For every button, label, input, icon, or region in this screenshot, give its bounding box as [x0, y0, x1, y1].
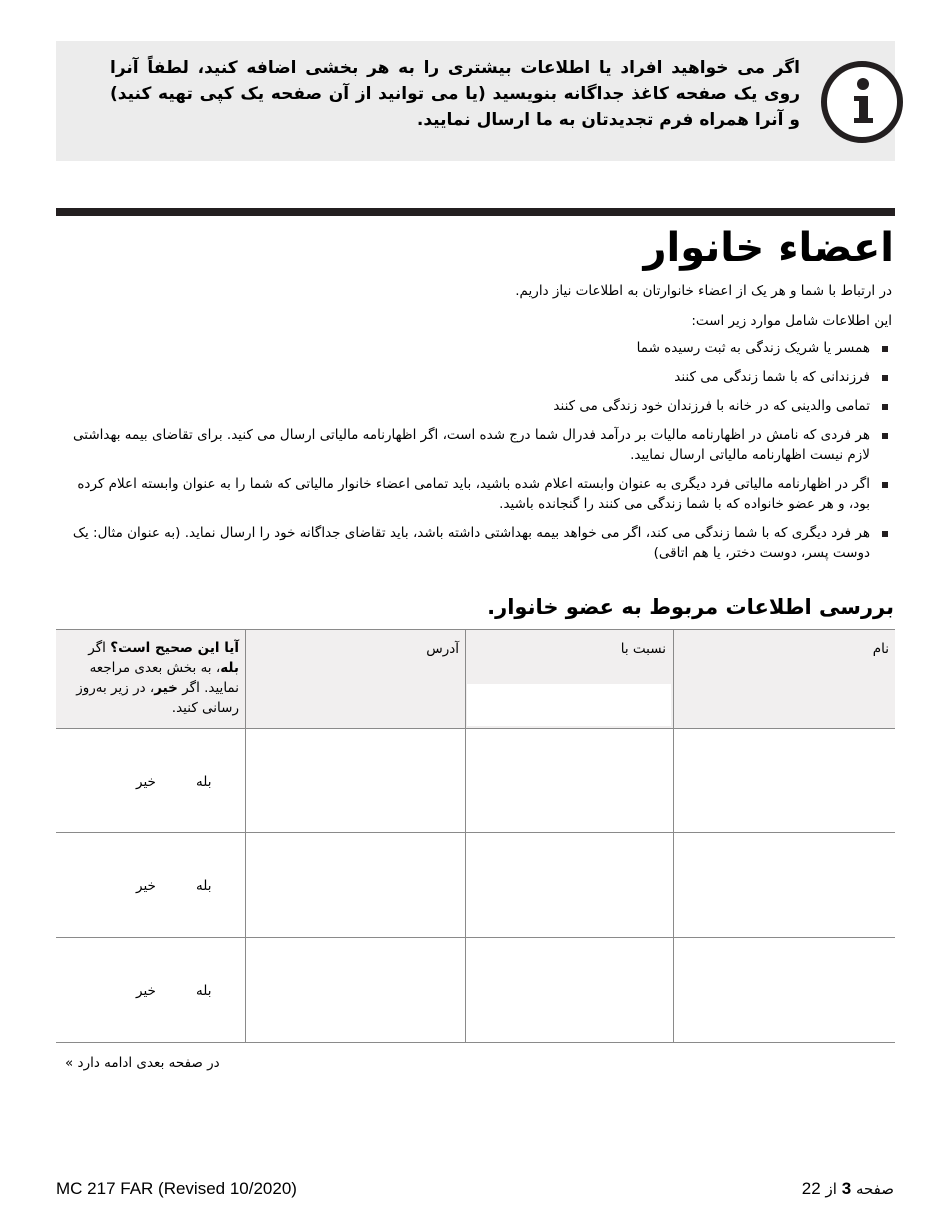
page-of: از	[825, 1180, 837, 1198]
page-word: صفحه	[855, 1180, 894, 1198]
no-option[interactable]: خیر	[136, 774, 156, 790]
page-title: اعضاء خانوار	[643, 225, 894, 271]
page-number	[802, 1178, 894, 1200]
header-relation: نسبت با	[620, 641, 666, 657]
household-table	[56, 629, 895, 1043]
title-rule	[56, 208, 895, 216]
relation-input-box[interactable]	[467, 684, 671, 726]
info-text: اگر می خواهید افراد یا اطلاعات بیشتری را به هر بخشی اضافه کنید، لطفاً آنرا روی یک صفحه کاغذ جداگانه بنویسید (یا می توانید از آن صفحه یک کپی تهیه کنید) و آنرا همراه فرم تجدیدتان به ما ارسال نمایید.	[110, 58, 800, 130]
yes-option[interactable]: بله	[196, 878, 212, 894]
header-address: آدرس	[426, 641, 459, 657]
yes-option[interactable]: بله	[196, 983, 212, 999]
intro-line-1: در ارتباط با شما و هر یک از اعضاء خانوارتان به اطلاعات نیاز داریم.	[515, 283, 892, 299]
column-divider	[673, 630, 674, 1042]
no-option[interactable]: خیر	[136, 983, 156, 999]
list-item: هر فرد دیگری که با شما زندگی می کند، اگر می خواهد بیمه بهداشتی داشته باشد، باید تقاضای جداگانه خود را ارسال نماید. (به عنوان مثال: یک دوست پسر، دوست دختر، یا هم اتاقی)	[62, 523, 892, 563]
list-item: هر فردی که نامش در اظهارنامه مالیات بر درآمد فدرال شما درج شده است، اگر اظهارنامه مالیاتی ارسال می کنید. برای تقاضای بیمه بهداشتی لازم نیست اظهارنامه مالیاتی ارسال نمایید.	[62, 425, 892, 465]
row-divider	[56, 832, 895, 833]
info-icon	[820, 60, 904, 144]
header-correct-suffix: ، در زیر به‌روز رسانی کنید.	[76, 680, 239, 716]
section-heading: بررسی اطلاعات مربوط به عضو خانوار.	[487, 595, 894, 619]
header-correct-yes: بله	[220, 660, 239, 676]
list-item: فرزندانی که با شما زندگی می کنند	[62, 367, 892, 387]
form-id: MC 217 FAR (Revised 10/2020)	[56, 1179, 297, 1198]
column-divider	[465, 630, 466, 1042]
header-correct-mid: ، به بخش بعدی مراجعه نمایید. اگر	[89, 660, 239, 696]
bullet-list	[62, 338, 892, 572]
row-divider	[56, 728, 895, 729]
page-current: 3	[841, 1179, 852, 1198]
header-correct-question: آیا این صحیح است؟	[110, 640, 239, 656]
yes-option[interactable]: بله	[196, 774, 212, 790]
intro-line-2: این اطلاعات شامل موارد زیر است:	[691, 313, 892, 329]
list-item: تمامی والدینی که در خانه با فرزندان خود زندگی می کنند	[62, 396, 892, 416]
row-divider	[56, 937, 895, 938]
header-correct-if: اگر	[88, 640, 106, 656]
header-correct	[64, 638, 239, 718]
header-correct-no: خیر	[154, 680, 178, 696]
continued-note: در صفحه بعدی ادامه دارد »	[65, 1055, 220, 1071]
list-item: همسر یا شریک زندگی به ثبت رسیده شما	[62, 338, 892, 358]
header-name: نام	[872, 641, 889, 657]
no-option[interactable]: خیر	[136, 878, 156, 894]
column-divider	[245, 630, 246, 1042]
page-total: 22	[801, 1179, 821, 1198]
list-item: اگر در اظهارنامه مالیاتی فرد دیگری به عنوان وابسته اعلام شده باشید، باید تمامی اعضاء خانوار مالیاتی که شما را به عنوان وابسته اعلام کرده بود، و هر عضو خانواده که با شما زندگی می کنند را گنجانده باشید.	[62, 474, 892, 514]
